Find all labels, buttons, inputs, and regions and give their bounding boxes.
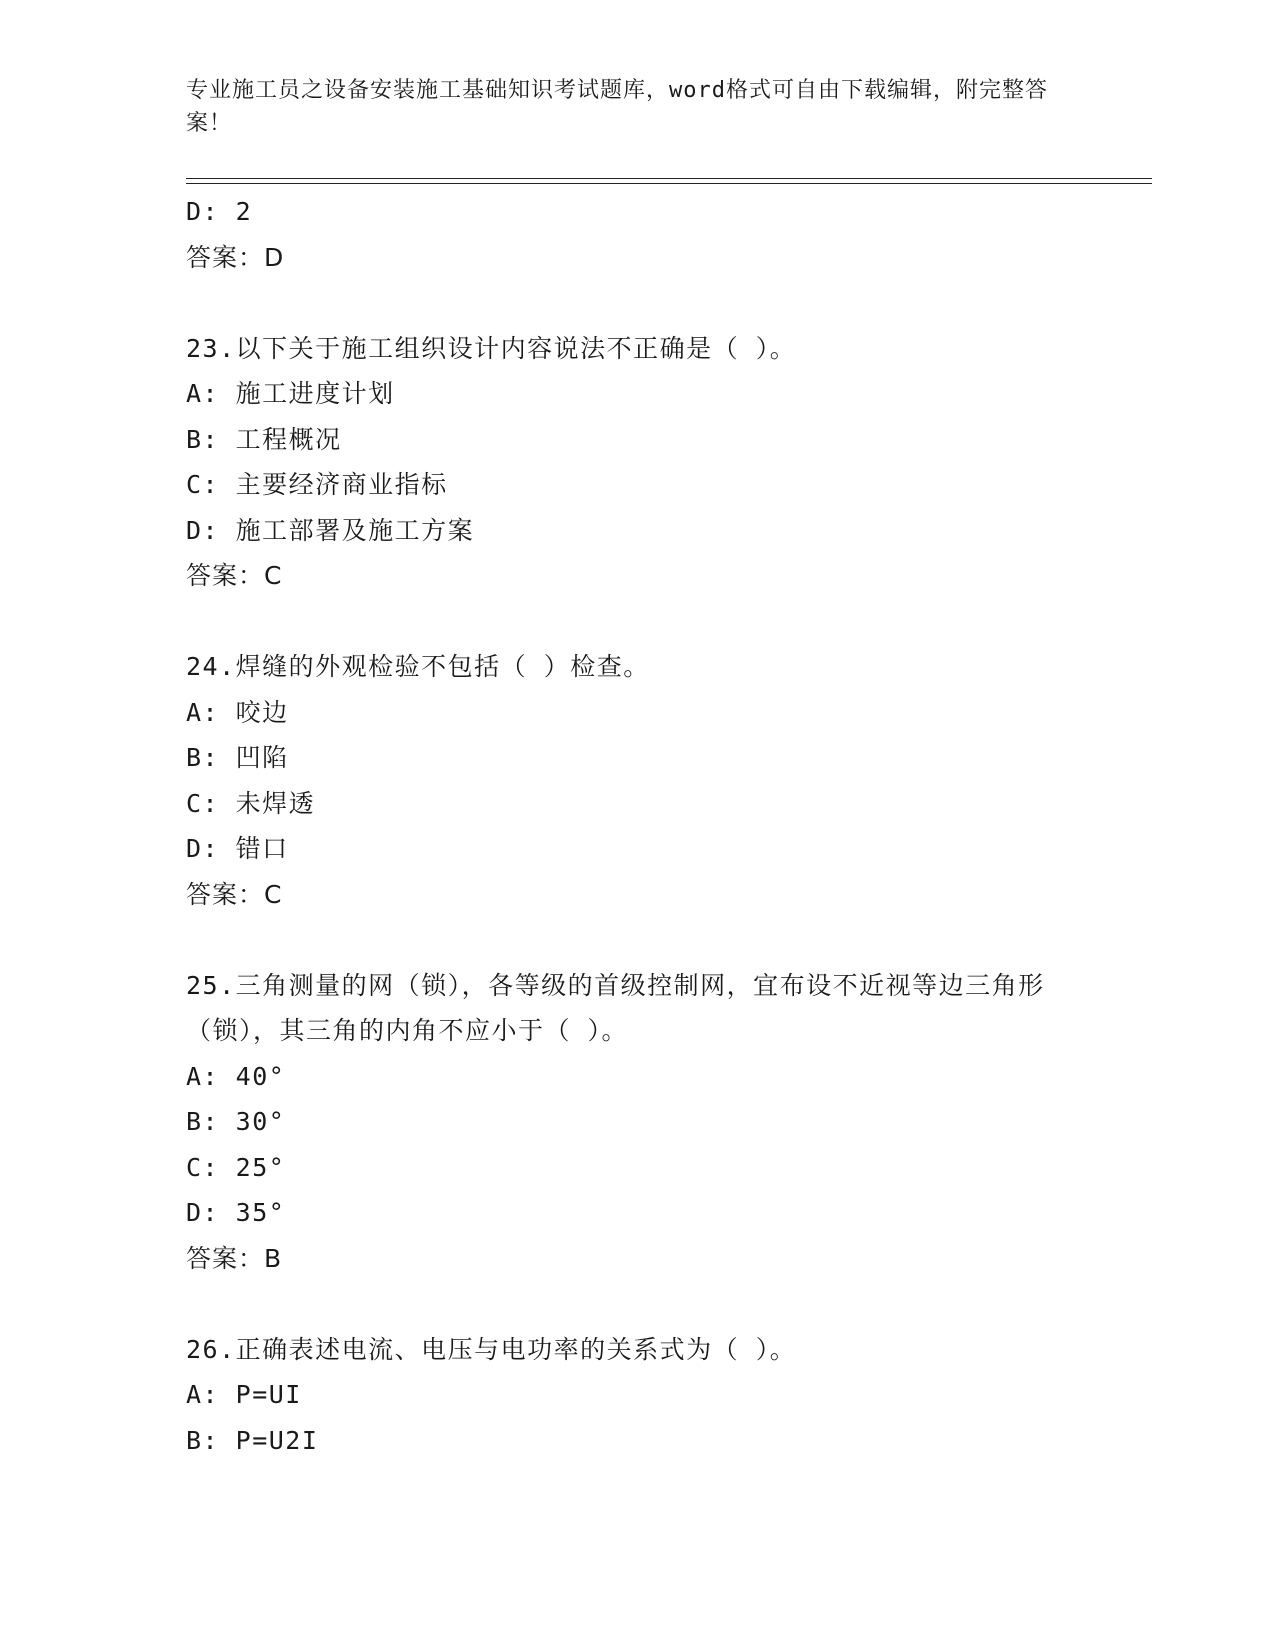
question-answer: 答案：C (186, 561, 283, 590)
option-c: C: 主要经济商业指标 (186, 470, 448, 499)
question-item (186, 326, 1086, 599)
option-a: A: P=UI (186, 1380, 302, 1409)
question-answer: 答案：B (186, 1243, 283, 1273)
option-a: A: 咬边 (186, 697, 289, 727)
option-a: A: 40° (186, 1061, 286, 1091)
question-item (186, 644, 1086, 917)
question-title: 23.以下关于施工组织设计内容说法不正确是（ ）。 (186, 333, 797, 363)
option-b: B: P=U2I (186, 1425, 319, 1455)
question-list (186, 189, 1086, 1463)
option-a: A: 施工进度计划 (186, 379, 395, 408)
spacer (186, 280, 1086, 326)
document-header: 专业施工员之设备安装施工基础知识考试题库，word格式可自由下载编辑，附完整答案！ (186, 78, 1048, 136)
option-c: C: 25° (186, 1152, 286, 1182)
question-answer: 答案：C (186, 879, 283, 909)
option-c: C: 未焊透 (186, 788, 316, 818)
question-title: 26.正确表述电流、电压与电功率的关系式为（ ）。 (186, 1334, 797, 1364)
header-divider (186, 178, 1152, 184)
spacer (186, 917, 1086, 963)
option-d: D: 错口 (186, 834, 289, 863)
carryover-answer: 答案：D (186, 242, 285, 272)
spacer (186, 599, 1086, 645)
option-b: B: 30° (186, 1107, 286, 1136)
option-b: B: 工程概况 (186, 424, 342, 454)
option-b: B: 凹陷 (186, 743, 289, 772)
question-item (186, 963, 1086, 1282)
carryover-option-d: D: 2 (186, 197, 253, 226)
spacer (186, 1281, 1086, 1327)
question-title: 24.焊缝的外观检验不包括（ ）检查。 (186, 652, 650, 681)
option-d: D: 35° (186, 1198, 286, 1227)
option-d: D: 施工部署及施工方案 (186, 515, 475, 545)
question-title: 25.三角测量的网（锁），各等级的首级控制网，宜布设不近视等边三角形（锁），其三角的内角不应小于（ ）。 (186, 970, 1045, 1045)
question-item (186, 1327, 1086, 1464)
